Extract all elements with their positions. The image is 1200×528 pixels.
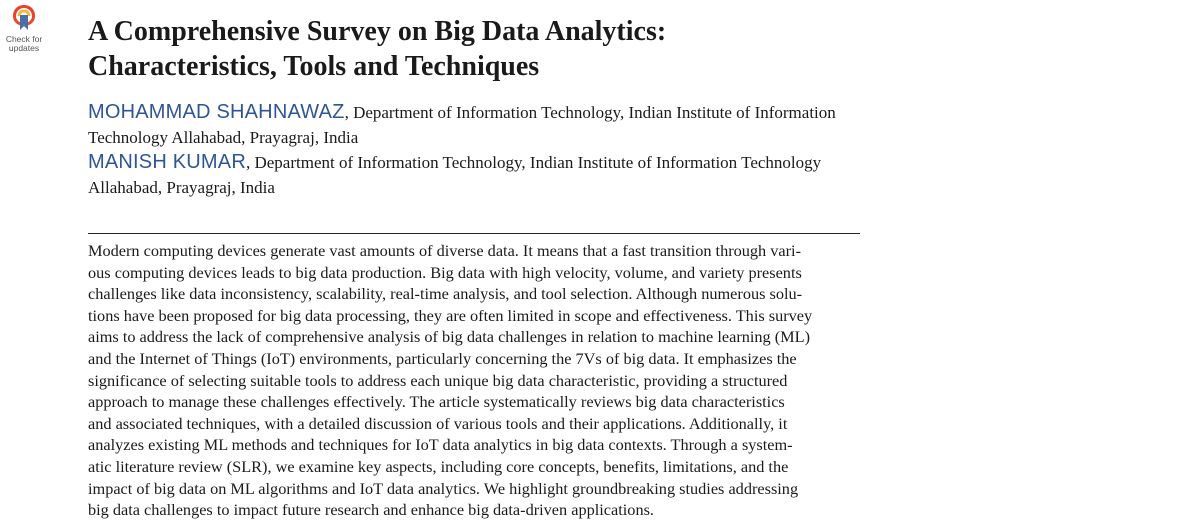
abstract-line: analyzes existing ML methods and techniques for IoT data analytics in big data contexts. Through a system- xyxy=(88,435,793,455)
abstract-line: tions have been proposed for big data processing, they are often limited in scope and effectiveness. This survey xyxy=(88,305,813,325)
abstract-line: ous computing devices leads to big data production. Big data with high velocity, volume, and variety presents xyxy=(88,262,802,282)
author-entry xyxy=(88,100,878,150)
abstract-line: Modern computing devices generate vast amounts of diverse data. It means that a fast transition through vari- xyxy=(88,241,801,260)
title-line-1: A Comprehensive Survey on Big Data Analytics: xyxy=(88,16,667,47)
paper-title xyxy=(88,14,988,84)
author-affiliation-cont: Technology Allahabad, Prayagraj, India xyxy=(88,128,359,147)
abstract-line: challenges like data inconsistency, scalability, real-time analysis, and tool selection. Although numerous solu- xyxy=(88,284,803,304)
abstract-line: big data challenges to impact future research and enhance big data-driven applications. xyxy=(88,500,654,520)
abstract-line: and associated techniques, with a detailed discussion of various tools and their applications. Additionally, it xyxy=(88,413,788,433)
divider xyxy=(88,233,860,234)
author-list xyxy=(88,100,878,200)
abstract-line: approach to manage these challenges effectively. The article systematically reviews big data characteristics xyxy=(88,392,785,412)
author-affiliation: , Department of Information Technology, Indian Institute of Information Technology xyxy=(245,153,822,172)
abstract-line: impact of big data on ML algorithms and IoT data analytics. We highlight groundbreaking studies addressing xyxy=(88,478,799,498)
author-name[interactable]: MOHAMMAD SHAHNAWAZ xyxy=(88,101,345,123)
check-for-updates-badge[interactable] xyxy=(4,4,44,58)
badge-label: Check for updates xyxy=(5,34,43,53)
abstract-line: and the Internet of Things (IoT) environments, particularly concerning the 7Vs of big data. It emphasizes the xyxy=(88,348,797,368)
check-for-updates-icon xyxy=(11,4,37,34)
abstract-line: aims to address the lack of comprehensive analysis of big data challenges in relation to machine learning (ML) xyxy=(88,327,811,347)
abstract-line: atic literature review (SLR), we examine key aspects, including core concepts, benefits, limitations, and the xyxy=(88,456,789,476)
author-affiliation: , Department of Information Technology, Indian Institute of Information xyxy=(344,103,836,122)
author-entry xyxy=(88,150,878,200)
author-affiliation-cont: Allahabad, Prayagraj, India xyxy=(88,178,275,197)
title-line-2: Characteristics, Tools and Techniques xyxy=(88,51,540,82)
author-name[interactable]: MANISH KUMAR xyxy=(88,151,246,173)
abstract-line: significance of selecting suitable tools to address each unique big data characteristic, providing a structured xyxy=(88,370,788,390)
abstract xyxy=(88,240,878,521)
